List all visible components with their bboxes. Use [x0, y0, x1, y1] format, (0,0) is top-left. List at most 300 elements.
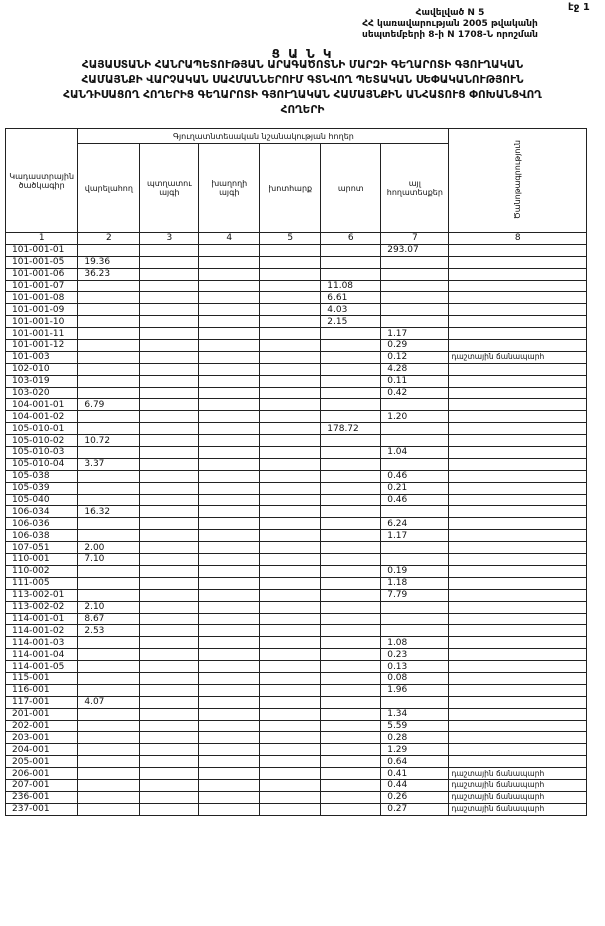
arable-cell: 10.72: [78, 435, 140, 447]
pasture-cell: [321, 244, 381, 256]
pasture-cell: [321, 565, 381, 577]
other-land-cell: [381, 316, 449, 328]
orchard-cell: [140, 625, 199, 637]
other-land-cell: [381, 542, 449, 554]
code-cell: 116-001: [6, 684, 78, 696]
orchard-cell: [140, 589, 199, 601]
vineyard-cell: [199, 363, 260, 375]
orchard-cell: [140, 542, 199, 554]
table-row: [6, 316, 587, 328]
note-cell: [449, 447, 587, 459]
vineyard-cell: [199, 661, 260, 673]
note-cell: [449, 423, 587, 435]
orchard-cell: [140, 506, 199, 518]
table-row: [6, 423, 587, 435]
pasture-cell: [321, 340, 381, 352]
hayfield-cell: [260, 316, 321, 328]
vineyard-cell: [199, 554, 260, 566]
note-cell: [449, 316, 587, 328]
arable-cell: 2.00: [78, 542, 140, 554]
pasture-cell: [321, 435, 381, 447]
note-cell: [449, 363, 587, 375]
vineyard-cell: [199, 791, 260, 803]
note-cell: [449, 708, 587, 720]
code-header: Կադաստրային ծածկագիր: [6, 129, 78, 233]
note-cell: [449, 613, 587, 625]
orchard-cell: [140, 637, 199, 649]
note-cell: [449, 280, 587, 292]
orchard-cell: [140, 268, 199, 280]
table-row: [6, 601, 587, 613]
table-row: [6, 696, 587, 708]
arable-cell: [78, 744, 140, 756]
other-land-cell: 0.21: [381, 482, 449, 494]
vineyard-cell: [199, 720, 260, 732]
table-row: [6, 340, 587, 352]
hayfield-cell: [260, 470, 321, 482]
vineyard-cell: [199, 589, 260, 601]
pasture-cell: [321, 542, 381, 554]
note-cell: [449, 256, 587, 268]
hayfield-cell: [260, 637, 321, 649]
note-cell: [449, 601, 587, 613]
arable-cell: [78, 720, 140, 732]
other-land-cell: [381, 613, 449, 625]
table-row: [6, 447, 587, 459]
hayfield-cell: [260, 577, 321, 589]
code-cell: 110-002: [6, 565, 78, 577]
orchard-cell: [140, 696, 199, 708]
pasture-cell: [321, 268, 381, 280]
code-cell: 102-010: [6, 363, 78, 375]
annex-line-1: Հավելված N 5: [415, 8, 485, 18]
arable-cell: [78, 684, 140, 696]
hayfield-cell: [260, 779, 321, 791]
pasture-cell: [321, 720, 381, 732]
pasture-cell: [321, 768, 381, 780]
annex-line-3: սեպտեմբերի 8-ի N 1708-Ն որոշման: [362, 30, 538, 40]
pasture-cell: [321, 470, 381, 482]
code-cell: 114-001-03: [6, 637, 78, 649]
arable-cell: 2.53: [78, 625, 140, 637]
table-row: [6, 554, 587, 566]
other-land-cell: 0.13: [381, 661, 449, 673]
pasture-cell: [321, 387, 381, 399]
other-land-cell: 0.11: [381, 375, 449, 387]
pasture-cell: [321, 530, 381, 542]
vineyard-cell: [199, 340, 260, 352]
column-number: 2: [78, 233, 140, 245]
vineyard-cell: [199, 268, 260, 280]
vineyard-cell: [199, 696, 260, 708]
column-number-row: [6, 233, 587, 245]
other-land-cell: [381, 304, 449, 316]
vineyard-cell: [199, 351, 260, 363]
page-number: էջ 1: [568, 2, 590, 13]
orchard-cell: [140, 803, 199, 815]
heading-line-4: ՀՈՂԵՐԻ: [280, 104, 325, 116]
vineyard-cell: [199, 435, 260, 447]
pasture-cell: [321, 447, 381, 459]
hayfield-cell: [260, 482, 321, 494]
hayfield-cell: [260, 375, 321, 387]
other-land-cell: 0.29: [381, 340, 449, 352]
code-cell: 114-001-02: [6, 625, 78, 637]
arable-cell: 8.67: [78, 613, 140, 625]
hayfield-cell: [260, 304, 321, 316]
table-row: [6, 399, 587, 411]
pasture-cell: [321, 708, 381, 720]
column-number: 7: [381, 233, 449, 245]
hayfield-cell: [260, 554, 321, 566]
other-land-cell: 0.19: [381, 565, 449, 577]
note-cell: [449, 375, 587, 387]
vineyard-cell: [199, 542, 260, 554]
vineyard-cell: [199, 732, 260, 744]
code-cell: 105-040: [6, 494, 78, 506]
code-cell: 115-001: [6, 672, 78, 684]
code-cell: 114-001-05: [6, 661, 78, 673]
note-cell: [449, 518, 587, 530]
hayfield-cell: [260, 435, 321, 447]
pasture-cell: [321, 791, 381, 803]
pasture-cell: [321, 803, 381, 815]
note-cell: [449, 244, 587, 256]
code-cell: 101-001-09: [6, 304, 78, 316]
vineyard-cell: [199, 328, 260, 340]
vineyard-cell: [199, 256, 260, 268]
arable-cell: [78, 518, 140, 530]
code-cell: 202-001: [6, 720, 78, 732]
pasture-cell: [321, 494, 381, 506]
note-cell: [449, 696, 587, 708]
orchard-cell: [140, 672, 199, 684]
note-cell: [449, 435, 587, 447]
table-row: [6, 732, 587, 744]
table-row: [6, 744, 587, 756]
hayfield-cell: [260, 351, 321, 363]
table-row: [6, 435, 587, 447]
orchard-cell: [140, 684, 199, 696]
orchard-cell: [140, 304, 199, 316]
note-cell: [449, 577, 587, 589]
vineyard-cell: [199, 744, 260, 756]
vineyard-cell: [199, 565, 260, 577]
pasture-cell: [321, 577, 381, 589]
pasture-cell: 6.61: [321, 292, 381, 304]
note-cell: [449, 387, 587, 399]
document-heading: [0, 58, 605, 118]
code-cell: 101-003: [6, 351, 78, 363]
pasture-cell: 4.03: [321, 304, 381, 316]
orchard-cell: [140, 435, 199, 447]
arable-cell: [78, 387, 140, 399]
hayfield-cell: [260, 756, 321, 768]
orchard-cell: [140, 351, 199, 363]
table-row: [6, 304, 587, 316]
note-cell: [449, 542, 587, 554]
pasture-cell: [321, 256, 381, 268]
code-cell: 114-001-04: [6, 649, 78, 661]
orchard-cell: [140, 732, 199, 744]
note-cell: [449, 744, 587, 756]
vineyard-cell: [199, 803, 260, 815]
pasture-cell: [321, 744, 381, 756]
orchard-cell: [140, 649, 199, 661]
code-cell: 206-001: [6, 768, 78, 780]
table-row: [6, 494, 587, 506]
note-cell: [449, 340, 587, 352]
arable-cell: [78, 494, 140, 506]
other-land-cell: [381, 256, 449, 268]
code-cell: 113-002-02: [6, 601, 78, 613]
note-cell: [449, 268, 587, 280]
table-row: [6, 577, 587, 589]
pasture-cell: [321, 625, 381, 637]
hayfield-cell: [260, 791, 321, 803]
header-other-land: այլ հողատեսքեր: [381, 144, 449, 233]
arable-cell: [78, 589, 140, 601]
arable-cell: [78, 791, 140, 803]
arable-cell: [78, 530, 140, 542]
land-register-table: [5, 128, 587, 816]
other-land-cell: [381, 696, 449, 708]
hayfield-cell: [260, 399, 321, 411]
code-cell: 105-010-01: [6, 423, 78, 435]
arable-cell: [78, 768, 140, 780]
hayfield-cell: [260, 256, 321, 268]
orchard-cell: [140, 375, 199, 387]
code-cell: 113-002-01: [6, 589, 78, 601]
orchard-cell: [140, 470, 199, 482]
orchard-cell: [140, 423, 199, 435]
other-land-cell: [381, 280, 449, 292]
hayfield-cell: [260, 649, 321, 661]
other-land-cell: 0.27: [381, 803, 449, 815]
hayfield-cell: [260, 340, 321, 352]
orchard-cell: [140, 363, 199, 375]
hayfield-cell: [260, 613, 321, 625]
table-row: [6, 375, 587, 387]
note-cell: [449, 304, 587, 316]
code-cell: 101-001-11: [6, 328, 78, 340]
table-row: [6, 506, 587, 518]
vineyard-cell: [199, 447, 260, 459]
vineyard-cell: [199, 577, 260, 589]
arable-cell: [78, 708, 140, 720]
code-cell: 204-001: [6, 744, 78, 756]
note-cell: [449, 756, 587, 768]
note-cell: [449, 506, 587, 518]
arable-cell: [78, 280, 140, 292]
other-land-cell: 0.26: [381, 791, 449, 803]
orchard-cell: [140, 756, 199, 768]
hayfield-cell: [260, 518, 321, 530]
pasture-cell: [321, 779, 381, 791]
arable-cell: [78, 340, 140, 352]
orchard-cell: [140, 744, 199, 756]
arable-cell: [78, 803, 140, 815]
pasture-cell: [321, 518, 381, 530]
pasture-cell: [321, 613, 381, 625]
vineyard-cell: [199, 637, 260, 649]
hayfield-cell: [260, 589, 321, 601]
hayfield-cell: [260, 423, 321, 435]
table-row: [6, 779, 587, 791]
annex-line-2: ՀՀ կառավարության 2005 թվականի: [362, 19, 538, 29]
vineyard-cell: [199, 458, 260, 470]
orchard-cell: [140, 768, 199, 780]
heading-line-1: ՀԱՅԱՍՏԱՆԻ ՀԱՆՐԱՊԵՏՈՒԹՅԱՆ ԱՐԱԳԱԾՈՏՆԻ ՄԱՐԶԻ ԳԵՂԱՐՈՏԻ ԳՅՈՒՂԱԿԱՆ: [81, 59, 524, 71]
pasture-cell: [321, 482, 381, 494]
table-row: [6, 768, 587, 780]
table-row: [6, 518, 587, 530]
orchard-cell: [140, 565, 199, 577]
arable-cell: [78, 363, 140, 375]
note-cell: [449, 684, 587, 696]
arable-cell: [78, 375, 140, 387]
vineyard-cell: [199, 518, 260, 530]
other-land-cell: [381, 399, 449, 411]
orchard-cell: [140, 411, 199, 423]
orchard-cell: [140, 791, 199, 803]
hayfield-cell: [260, 363, 321, 375]
orchard-cell: [140, 601, 199, 613]
table-row: [6, 530, 587, 542]
code-cell: 237-001: [6, 803, 78, 815]
code-cell: 105-038: [6, 470, 78, 482]
code-cell: 107-051: [6, 542, 78, 554]
hayfield-cell: [260, 458, 321, 470]
table-row: [6, 268, 587, 280]
note-cell: դաշտային ճանապարհ: [449, 779, 587, 791]
orchard-cell: [140, 530, 199, 542]
code-cell: 111-005: [6, 577, 78, 589]
table-row: [6, 470, 587, 482]
note-cell: դաշտային ճանապարհ: [449, 351, 587, 363]
arable-cell: [78, 672, 140, 684]
other-land-cell: 1.29: [381, 744, 449, 756]
hayfield-cell: [260, 328, 321, 340]
other-land-cell: 1.20: [381, 411, 449, 423]
other-land-cell: 0.41: [381, 768, 449, 780]
note-cell: [449, 328, 587, 340]
code-cell: 205-001: [6, 756, 78, 768]
note-cell: [449, 720, 587, 732]
vineyard-cell: [199, 756, 260, 768]
code-cell: 101-001-10: [6, 316, 78, 328]
hayfield-cell: [260, 744, 321, 756]
hayfield-cell: [260, 768, 321, 780]
arable-cell: [78, 244, 140, 256]
code-cell: 207-001: [6, 779, 78, 791]
orchard-cell: [140, 458, 199, 470]
orchard-cell: [140, 292, 199, 304]
agricultural-group-header: Գյուղատնտեսական նշանակության հողեր: [78, 129, 449, 144]
hayfield-cell: [260, 244, 321, 256]
note-cell: [449, 530, 587, 542]
orchard-cell: [140, 399, 199, 411]
pasture-cell: [321, 554, 381, 566]
other-land-cell: 1.34: [381, 708, 449, 720]
note-cell: [449, 399, 587, 411]
table-row: [6, 613, 587, 625]
table-row: [6, 708, 587, 720]
orchard-cell: [140, 577, 199, 589]
header-hayfield: խոտհարք: [260, 144, 321, 233]
table-row: [6, 387, 587, 399]
orchard-cell: [140, 708, 199, 720]
arable-cell: [78, 447, 140, 459]
code-cell: 104-001-02: [6, 411, 78, 423]
other-land-cell: 0.42: [381, 387, 449, 399]
vineyard-cell: [199, 387, 260, 399]
column-number: 5: [260, 233, 321, 245]
pasture-cell: [321, 661, 381, 673]
other-land-cell: 0.23: [381, 649, 449, 661]
vineyard-cell: [199, 708, 260, 720]
other-land-cell: 293.07: [381, 244, 449, 256]
orchard-cell: [140, 779, 199, 791]
arable-cell: 19.36: [78, 256, 140, 268]
orchard-cell: [140, 518, 199, 530]
other-land-cell: 1.17: [381, 530, 449, 542]
note-cell: դաշտային ճանապարհ: [449, 803, 587, 815]
other-land-cell: [381, 601, 449, 613]
note-header: [449, 129, 587, 233]
table-row: [6, 637, 587, 649]
column-number: 1: [6, 233, 78, 245]
other-land-cell: 4.28: [381, 363, 449, 375]
pasture-cell: [321, 399, 381, 411]
note-cell: [449, 637, 587, 649]
code-cell: 101-001-12: [6, 340, 78, 352]
orchard-cell: [140, 316, 199, 328]
table-row: [6, 661, 587, 673]
note-header-label: Ծանոթագրություն: [513, 139, 523, 220]
other-land-cell: 0.44: [381, 779, 449, 791]
orchard-cell: [140, 661, 199, 673]
pasture-cell: 11.08: [321, 280, 381, 292]
pasture-cell: [321, 589, 381, 601]
table-row: [6, 649, 587, 661]
orchard-cell: [140, 720, 199, 732]
arable-cell: 16.32: [78, 506, 140, 518]
code-cell: 106-036: [6, 518, 78, 530]
orchard-cell: [140, 613, 199, 625]
heading-line-2: ՀԱՄԱՅՆՔԻ ՎԱՐՉԱԿԱՆ ՍԱՀՄԱՆՆԵՐՈՒՄ ԳՏՆՎՈՂ ՊԵՏԱԿԱՆ ՍԵՓԱԿԱՆՈՒԹՅՈՒՆ: [81, 74, 524, 86]
other-land-cell: 5.59: [381, 720, 449, 732]
pasture-cell: 178.72: [321, 423, 381, 435]
vineyard-cell: [199, 601, 260, 613]
pasture-cell: [321, 756, 381, 768]
pasture-cell: [321, 696, 381, 708]
other-land-cell: [381, 625, 449, 637]
hayfield-cell: [260, 708, 321, 720]
pasture-cell: [321, 672, 381, 684]
header-orchard: պտղատու այգի: [140, 144, 199, 233]
code-cell: 106-038: [6, 530, 78, 542]
other-land-cell: [381, 268, 449, 280]
code-cell: 110-001: [6, 554, 78, 566]
orchard-cell: [140, 554, 199, 566]
table-row: [6, 625, 587, 637]
other-land-cell: 1.08: [381, 637, 449, 649]
code-cell: 105-010-02: [6, 435, 78, 447]
table-row: [6, 482, 587, 494]
arable-cell: 7.10: [78, 554, 140, 566]
column-number: 8: [449, 233, 587, 245]
